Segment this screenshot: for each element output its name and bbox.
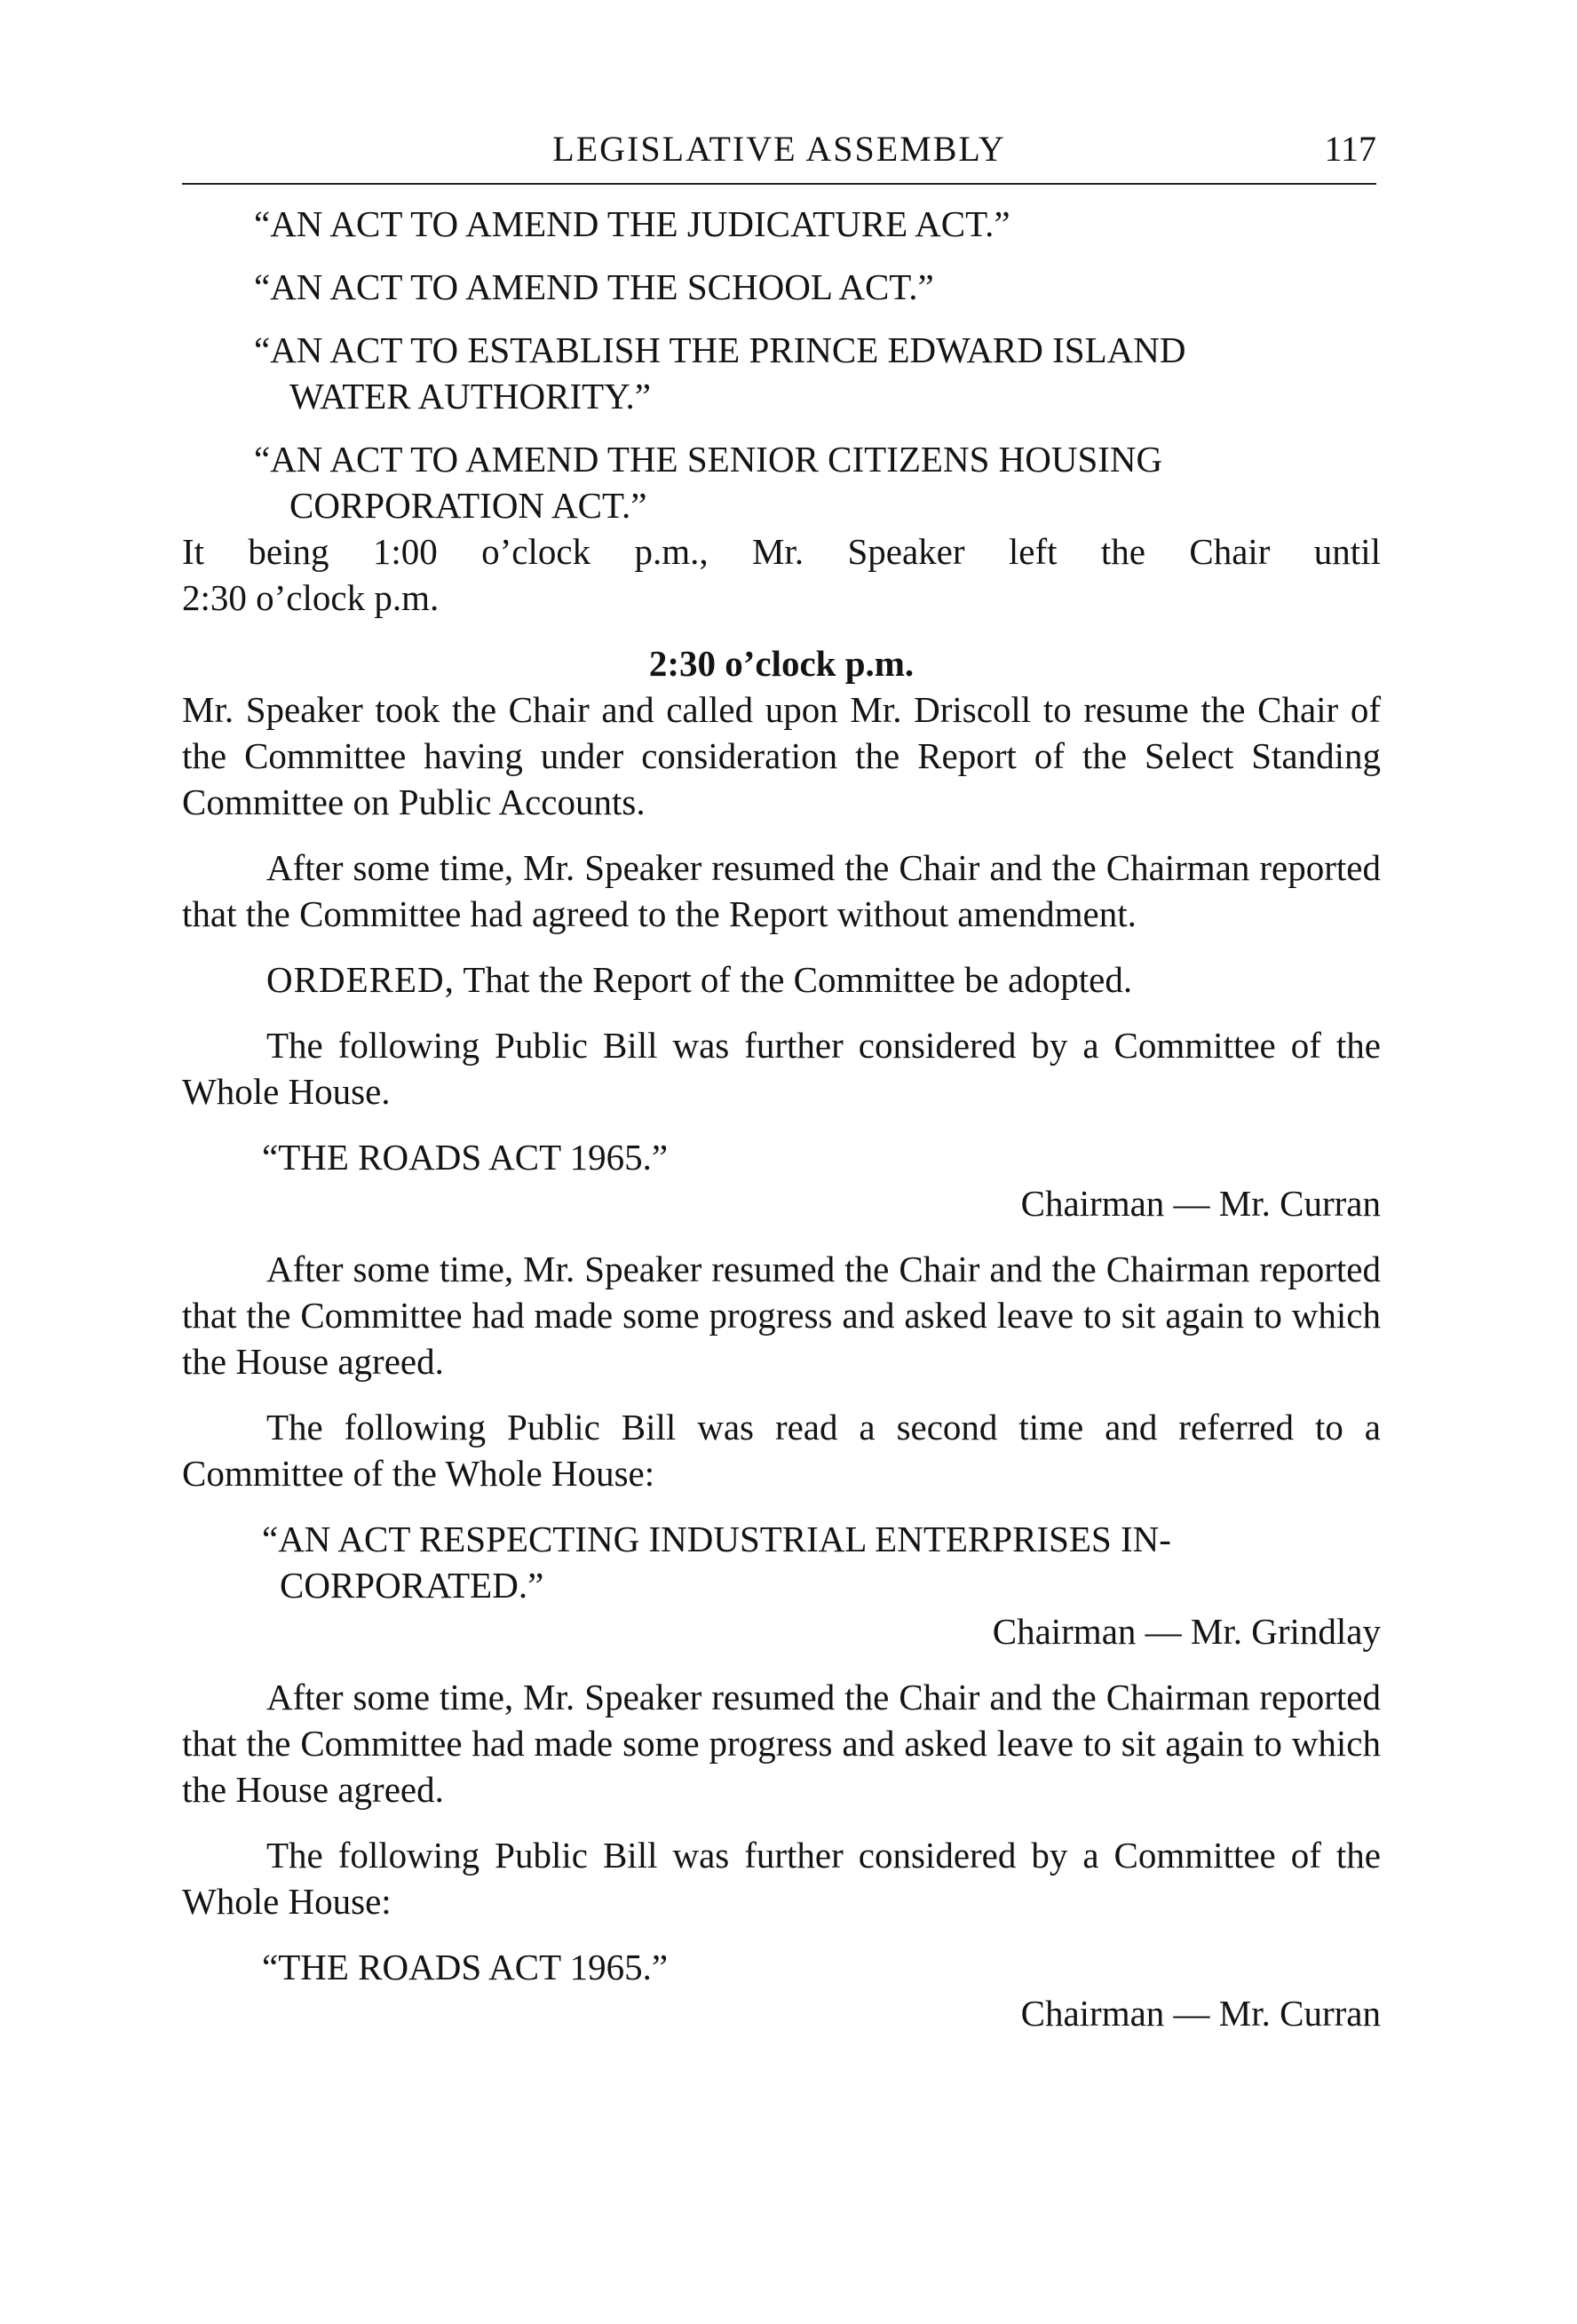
chairman-curran-1: Chairman — Mr. Curran [1020, 1183, 1381, 1224]
page-header [182, 123, 1376, 185]
page-number: 117 [1324, 129, 1376, 169]
paragraph-ordered [182, 956, 1381, 1003]
ordered-label: ORDERED, [266, 959, 455, 1000]
paragraph-bill-further-considered-1: The following Public Bill was further considered by a Committee of the Whole House. [182, 1025, 1381, 1112]
act-senior-citizens-cont: CORPORATION ACT.” [289, 485, 647, 526]
chairman-grindlay: Chairman — Mr. Grindlay [992, 1611, 1381, 1652]
header-title: LEGISLATIVE ASSEMBLY [552, 129, 1006, 169]
recess-line-2: 2:30 o’clock p.m. [182, 577, 440, 618]
act-school: “AN ACT TO AMEND THE SCHOOL ACT.” [254, 266, 934, 307]
resume-time-heading: 2:30 o’clock p.m. [648, 643, 915, 684]
paragraph-speaker-took-chair: Mr. Speaker took the Chair and called upon Mr. Driscoll to resume the Chair of the Committee having under consideration the Report of the Select Standing Committee on Public Accounts. [182, 689, 1381, 822]
bill-roads-act-2: “THE ROADS ACT 1965.” [262, 1947, 669, 1987]
ordered-text: That the Report of the Committee be adopted. [454, 959, 1133, 1000]
paragraph-report-agreed: After some time, Mr. Speaker resumed the Chair and the Chairman reported that the Committee had agreed to the Report without amendment. [182, 847, 1381, 934]
bill-industrial-enterprises-cont: CORPORATED.” [280, 1565, 544, 1606]
recess-line-1: It being 1:00 o’clock p.m., Mr. Speaker left the Chair until [182, 531, 1381, 572]
page-body [182, 201, 1381, 2056]
act-senior-citizens: “AN ACT TO AMEND THE SENIOR CITIZENS HOUSING [254, 439, 1163, 480]
paragraph-progress-1: After some time, Mr. Speaker resumed the Chair and the Chairman reported that the Committee had made some progress and asked leave to sit again to which the House agreed. [182, 1249, 1381, 1382]
paragraph-progress-2: After some time, Mr. Speaker resumed the Chair and the Chairman reported that the Committee had made some progress and asked leave to sit again to which the House agreed. [182, 1677, 1381, 1810]
bill-industrial-enterprises: “AN ACT RESPECTING INDUSTRIAL ENTERPRISES IN- [262, 1519, 1171, 1559]
act-water-authority: “AN ACT TO ESTABLISH THE PRINCE EDWARD ISLAND [254, 329, 1186, 370]
chairman-curran-2: Chairman — Mr. Curran [1020, 1993, 1381, 2034]
act-water-authority-cont: WATER AUTHORITY.” [289, 376, 651, 416]
bill-roads-act-1: “THE ROADS ACT 1965.” [262, 1137, 669, 1178]
paragraph-bill-further-considered-2: The following Public Bill was further considered by a Committee of the Whole House: [182, 1835, 1381, 1922]
paragraph-second-reading: The following Public Bill was read a second time and referred to a Committee of the Whole House: [182, 1407, 1381, 1494]
act-judicature: “AN ACT TO AMEND THE JUDICATURE ACT.” [254, 203, 1010, 244]
